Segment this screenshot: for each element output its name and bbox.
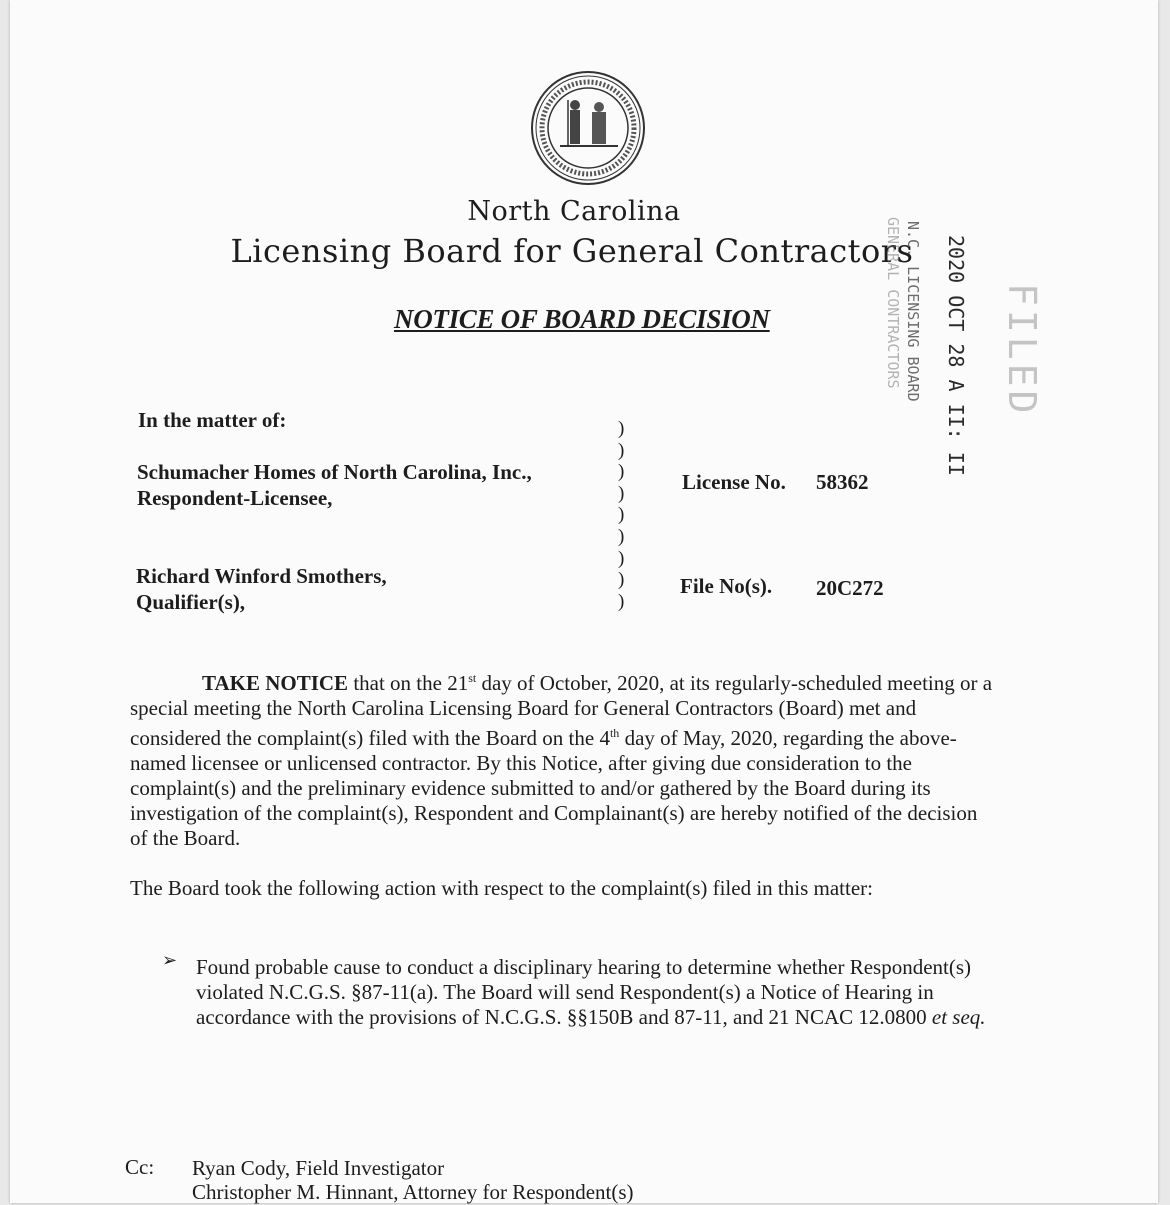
qualifier-name: Richard Winford Smothers, bbox=[136, 564, 387, 588]
file-label: File No(s). bbox=[680, 574, 773, 598]
matter-label: In the matter of: bbox=[138, 408, 287, 432]
state-heading: North Carolina bbox=[467, 196, 681, 227]
qualifier-role: Qualifier(s), bbox=[136, 590, 246, 614]
caption-parentheses: ) ) ) ) ) ) ) ) ) bbox=[618, 418, 625, 612]
respondent-name: Schumacher Homes of North Carolina, Inc., bbox=[137, 460, 532, 484]
board-heading: Licensing Board for General Contractors bbox=[230, 232, 914, 270]
cc-line-2: Christopher M. Hinnant, Attorney for Respondent(s) bbox=[192, 1180, 634, 1204]
take-notice-label: TAKE NOTICE bbox=[202, 671, 349, 695]
license-value: 58362 bbox=[816, 470, 869, 494]
decision-item: Found probable cause to conduct a disciplinary hearing to determine whether Respondent(s) violated N.C.G.S. §87-11(a). The Board will send Respondent(s) a Notice of Hearing in accordance with the provisions of N.C.G.S. §§150B and 87-11, and 21 NCAC 12.0800 et seq. bbox=[196, 955, 986, 1029]
respondent-role: Respondent-Licensee, bbox=[137, 486, 333, 510]
board-seal-icon bbox=[530, 70, 646, 186]
arrow-bullet-icon: ➢ bbox=[162, 950, 178, 970]
page-title: NOTICE OF BOARD DECISION bbox=[394, 304, 770, 334]
stamp-date: 2020 OCT 28 A II: II bbox=[944, 235, 968, 476]
license-label: License No. bbox=[682, 470, 786, 494]
stamp-board-line1: N.C. LICENSING BOARD bbox=[904, 221, 922, 402]
cc-line-1: Ryan Cody, Field Investigator bbox=[192, 1156, 445, 1180]
notice-paragraph: TAKE NOTICE that on the 21st day of October, 2020, at its regularly-scheduled meeting or a special meeting the North Carolina Licensing Board for General Contractors (Board) met and considered the complaint(s) filed with the Board on the 4th day of May, 2020, regarding the above-named licensee or unlicensed contractor. By this Notice, after giving due consideration to the complaint(s) and the preliminary evidence submitted to and/or gathered by the Board during its investigation of the complaint(s), Respondent and Complainant(s) are hereby notified of the decision of the Board. bbox=[130, 671, 993, 850]
document-page bbox=[10, 0, 1158, 1203]
stamp-board-line2: GENERAL CONTRACTORS bbox=[884, 217, 902, 389]
action-intro: The Board took the following action with respect to the complaint(s) filed in this matter: bbox=[130, 876, 873, 900]
stamp-filed: FILED bbox=[1000, 283, 1044, 418]
file-value: 20C272 bbox=[816, 576, 884, 600]
filed-stamp bbox=[870, 215, 1070, 476]
cc-label: Cc: bbox=[125, 1155, 155, 1179]
